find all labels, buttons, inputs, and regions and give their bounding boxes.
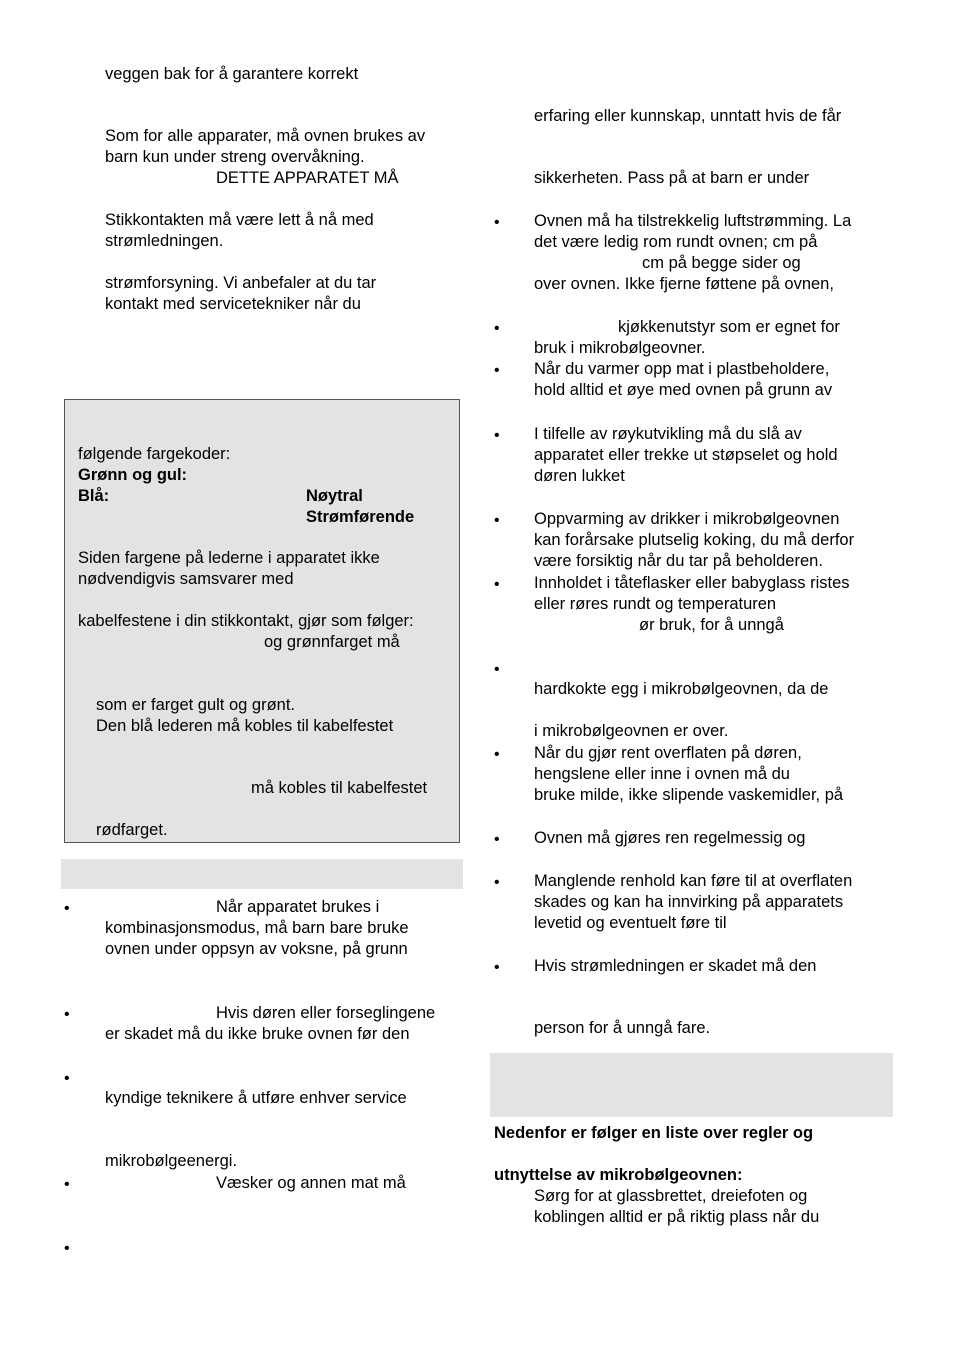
bullet-text-line: være forsiktig når du tar på beholderen. xyxy=(534,552,823,570)
box-text-line: nødvendigvis samsvarer med xyxy=(78,570,294,588)
bullet-icon: • xyxy=(64,1176,70,1193)
bullet-icon: • xyxy=(494,512,500,529)
bullet-icon: • xyxy=(494,874,500,891)
live-label: Strømførende xyxy=(306,508,415,526)
bullet-text-line: Væsker og annen mat må xyxy=(216,1174,406,1192)
bullet-icon: • xyxy=(494,214,500,231)
bullet-text-line: over ovnen. Ikke fjerne føttene på ovnen, xyxy=(534,275,834,293)
bullet-icon: • xyxy=(494,661,500,678)
bullet-text-line: I tilfelle av røykutvikling må du slå av xyxy=(534,425,802,443)
bullet-text-line: det være ledig rom rundt ovnen; cm på xyxy=(534,233,818,251)
section-heading-band xyxy=(490,1053,893,1117)
bullet-text-line: Ovnen må gjøres ren regelmessig og xyxy=(534,829,806,847)
bullet-text-line: ør bruk, for å unngå xyxy=(639,616,784,634)
text-line: strømledningen. xyxy=(105,232,224,250)
box-text-line: rødfarget. xyxy=(96,821,168,839)
text-line: veggen bak for å garantere korrekt xyxy=(105,65,359,83)
bullet-icon: • xyxy=(494,362,500,379)
bullet-icon: • xyxy=(64,900,70,917)
bullet-text-line: ovnen under oppsyn av voksne, på grunn xyxy=(105,940,408,958)
box-text-line: som er farget gult og grønt. xyxy=(96,696,296,714)
bullet-text-line: kan forårsake plutselig koking, du må derfor xyxy=(534,531,855,549)
bullet-text-line: bruke milde, ikke slipende vaskemidler, på xyxy=(534,786,844,804)
bullet-icon: • xyxy=(494,427,500,444)
bullet-text-line: kyndige teknikere å utføre enhver service xyxy=(105,1089,407,1107)
box-text-line: Den blå lederen må kobles til kabelfestet xyxy=(96,717,394,735)
text-line: erfaring eller kunnskap, unntatt hvis de får xyxy=(534,107,842,125)
bullet-text-line: Når du varmer opp mat i plastbeholdere, xyxy=(534,360,830,378)
bullet-text-line: Hvis strømledningen er skadet må den xyxy=(534,957,817,975)
rules-heading: Nedenfor er følger en liste over regler og xyxy=(494,1124,814,1142)
green-yellow-label: Grønn og gul: xyxy=(78,466,188,484)
bullet-icon: • xyxy=(494,320,500,337)
bullet-text-line: skades og kan ha innvirking på apparatets xyxy=(534,893,844,911)
bullet-icon: • xyxy=(64,1240,70,1257)
bullet-text-line: Innholdet i tåteflasker eller babyglass ristes xyxy=(534,574,850,592)
text-line: strømforsyning. Vi anbefaler at du tar xyxy=(105,274,377,292)
bullet-text-line: mikrobølgeenergi. xyxy=(105,1152,238,1170)
bullet-text-line: kombinasjonsmodus, må barn bare bruke xyxy=(105,919,409,937)
bullet-text-line: person for å unngå fare. xyxy=(534,1019,711,1037)
bullet-text-line: i mikrobølgeovnen er over. xyxy=(534,722,729,740)
text-line: Sørg for at glassbrettet, dreiefoten og xyxy=(534,1187,808,1205)
bullet-icon: • xyxy=(64,1070,70,1087)
box-text-line: og grønnfarget må xyxy=(264,633,400,651)
section-heading-band xyxy=(61,859,463,889)
bullet-text-line: kjøkkenutstyr som er egnet for xyxy=(618,318,840,336)
bullet-text-line: Ovnen må ha tilstrekkelig luftstrømming. La xyxy=(534,212,852,230)
bullet-text-line: Oppvarming av drikker i mikrobølgeovnen xyxy=(534,510,840,528)
bullet-text-line: levetid og eventuelt føre til xyxy=(534,914,727,932)
box-text-line: kabelfestene i din stikkontakt, gjør som følger: xyxy=(78,612,414,630)
bullet-text-line: hold alltid et øye med ovnen på grunn av xyxy=(534,381,833,399)
bullet-text-line: cm på begge sider og xyxy=(642,254,801,272)
bullet-text-line: er skadet må du ikke bruke ovnen før den xyxy=(105,1025,410,1043)
text-line: koblingen alltid er på riktig plass når du xyxy=(534,1208,820,1226)
neutral-label: Nøytral xyxy=(306,487,363,505)
bullet-text-line: Når apparatet brukes i xyxy=(216,898,380,916)
bullet-text-line: hardkokte egg i mikrobølgeovnen, da de xyxy=(534,680,829,698)
bullet-text-line: eller røres rundt og temperaturen xyxy=(534,595,777,613)
bullet-text-line: Når du gjør rent overflaten på døren, xyxy=(534,744,802,762)
bullet-text-line: apparatet eller trekke ut støpselet og hold xyxy=(534,446,838,464)
bullet-icon: • xyxy=(494,746,500,763)
text-line: sikkerheten. Pass på at barn er under xyxy=(534,169,810,187)
text-line: barn kun under streng overvåkning. xyxy=(105,148,365,166)
bullet-text-line: bruk i mikrobølgeovner. xyxy=(534,339,706,357)
bullet-icon: • xyxy=(494,576,500,593)
box-text-line: må kobles til kabelfestet xyxy=(251,779,428,797)
rules-heading: utnyttelse av mikrobølgeovnen: xyxy=(494,1166,743,1184)
text-line: DETTE APPARATET MÅ xyxy=(216,169,399,187)
bullet-text-line: Hvis døren eller forseglingene xyxy=(216,1004,436,1022)
blue-label: Blå: xyxy=(78,487,110,505)
bullet-text-line: døren lukket xyxy=(534,467,625,485)
bullet-icon: • xyxy=(494,831,500,848)
box-text-line: Siden fargene på lederne i apparatet ikke xyxy=(78,549,380,567)
bullet-icon: • xyxy=(64,1006,70,1023)
bullet-text-line: hengslene eller inne i ovnen må du xyxy=(534,765,790,783)
text-line: Som for alle apparater, må ovnen brukes av xyxy=(105,127,426,145)
bullet-text-line: Manglende renhold kan føre til at overflaten xyxy=(534,872,853,890)
bullet-icon: • xyxy=(494,959,500,976)
text-line: kontakt med servicetekniker når du xyxy=(105,295,361,313)
color-code-intro: følgende fargekoder: xyxy=(78,445,231,463)
text-line: Stikkontakten må være lett å nå med xyxy=(105,211,374,229)
